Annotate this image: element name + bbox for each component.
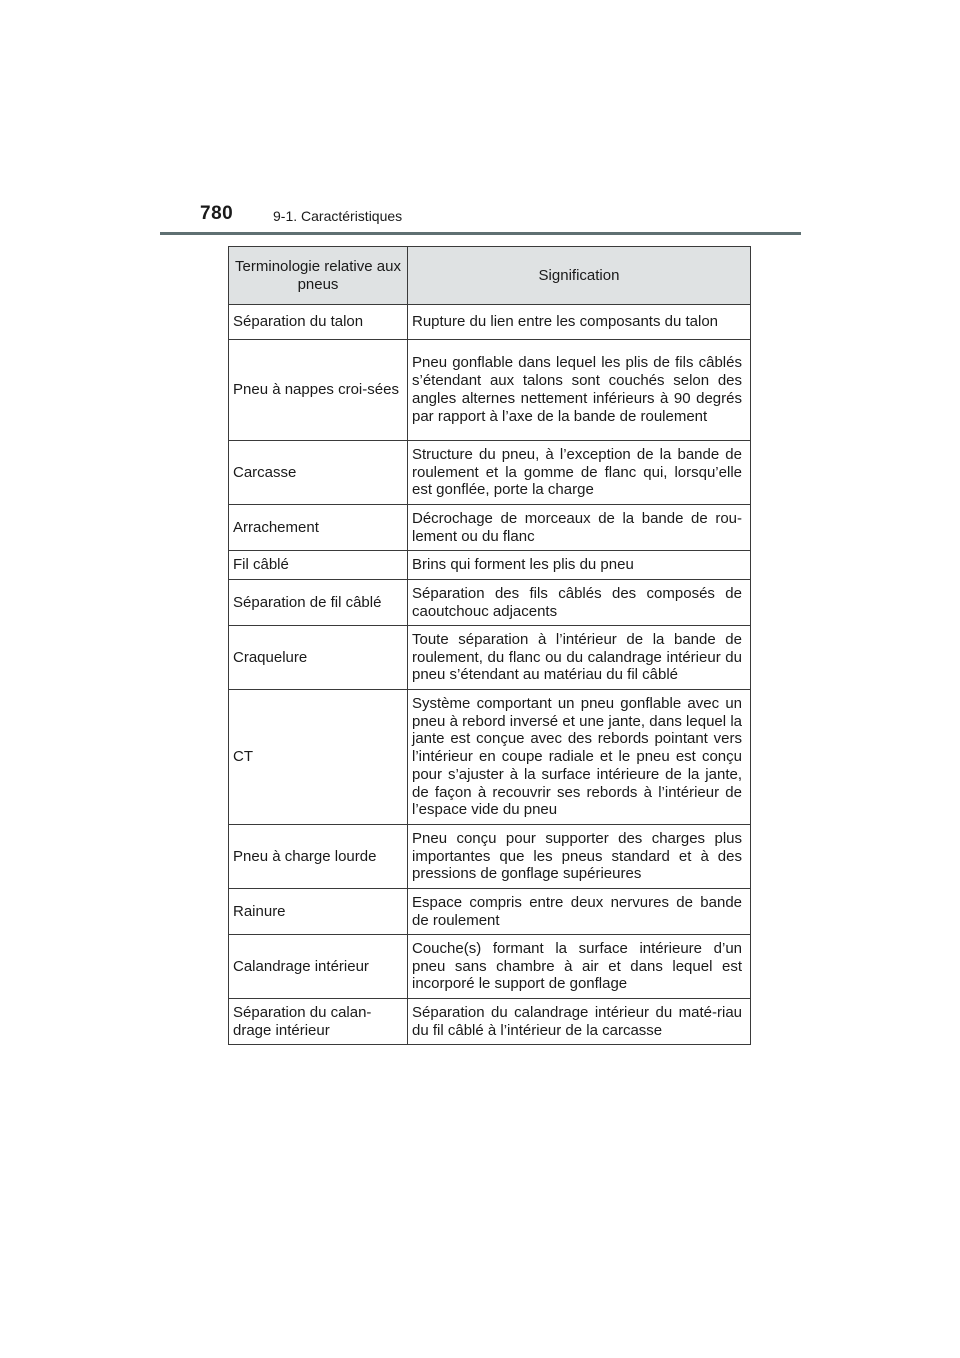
table-row [229, 825, 751, 889]
meaning-cell: Rupture du lien entre les composants du talon [408, 305, 751, 340]
meaning-cell: Décrochage de morceaux de la bande de rou-lement ou du flanc [408, 505, 751, 551]
meaning-cell: Séparation du calandrage intérieur du maté-riau du fil câblé à l’intérieur de la carcasse [408, 999, 751, 1045]
term-cell: CT [229, 690, 408, 825]
tire-terminology-table [228, 246, 751, 1045]
meaning-cell: Système comportant un pneu gonflable avec un pneu à rebord inversé et une jante, dans lequel la jante est conçue avec des rebords pointant vers l’intérieur en coupe radiale et le pneu est conçu pour s’ajuster à la surface intérieure de la jante, de façon à recouvrir ses rebords à l’intérieur de l’espace vide du pneu [408, 690, 751, 825]
term-cell: Séparation du talon [229, 305, 408, 340]
term-cell: Arrachement [229, 505, 408, 551]
term-cell: Pneu à charge lourde [229, 825, 408, 889]
meaning-cell: Espace compris entre deux nervures de bande de roulement [408, 889, 751, 935]
term-cell: Calandrage intérieur [229, 935, 408, 999]
table-row [229, 580, 751, 626]
column-header-term: Terminologie relative aux pneus [229, 247, 408, 305]
term-cell: Carcasse [229, 441, 408, 505]
meaning-cell: Pneu gonflable dans lequel les plis de fils câblés s’étendant aux talons sont couchés selon des angles alternes nettement inférieurs à 90 degrés par rapport à l’axe de la bande de roulement [408, 340, 751, 441]
table-row [229, 340, 751, 441]
table-row [229, 999, 751, 1045]
table-header-row [229, 247, 751, 305]
table-row [229, 505, 751, 551]
table-row [229, 690, 751, 825]
table-row [229, 935, 751, 999]
term-cell: Pneu à nappes croi-sées [229, 340, 408, 441]
term-cell: Rainure [229, 889, 408, 935]
meaning-cell: Séparation des fils câblés des composés de caoutchouc adjacents [408, 580, 751, 626]
meaning-cell: Brins qui forment les plis du pneu [408, 551, 751, 580]
meaning-cell: Couche(s) formant la surface intérieure d’un pneu sans chambre à air et dans lequel est incorporé le support de gonflage [408, 935, 751, 999]
table-row [229, 305, 751, 340]
meaning-cell: Toute séparation à l’intérieur de la bande de roulement, du flanc ou du calandrage intérieur du pneu s’étendant au matériau du fil câblé [408, 626, 751, 690]
meaning-cell: Structure du pneu, à l’exception de la bande de roulement et la gomme de flanc qui, lorsqu’elle est gonflée, porte la charge [408, 441, 751, 505]
column-header-meaning: Signification [408, 247, 751, 305]
term-cell: Craquelure [229, 626, 408, 690]
term-cell: Fil câblé [229, 551, 408, 580]
table-row [229, 441, 751, 505]
table-row [229, 626, 751, 690]
table-row [229, 551, 751, 580]
table-row [229, 889, 751, 935]
section-title: 9-1. Caractéristiques [273, 208, 403, 224]
term-cell: Séparation du calan-drage intérieur [229, 999, 408, 1045]
meaning-cell: Pneu conçu pour supporter des charges plus importantes que les pneus standard et à des pressions de gonflage supérieures [408, 825, 751, 889]
page-header [200, 203, 800, 231]
header-rule [160, 232, 801, 235]
term-cell: Séparation de fil câblé [229, 580, 408, 626]
page-number: 780 [200, 203, 234, 224]
